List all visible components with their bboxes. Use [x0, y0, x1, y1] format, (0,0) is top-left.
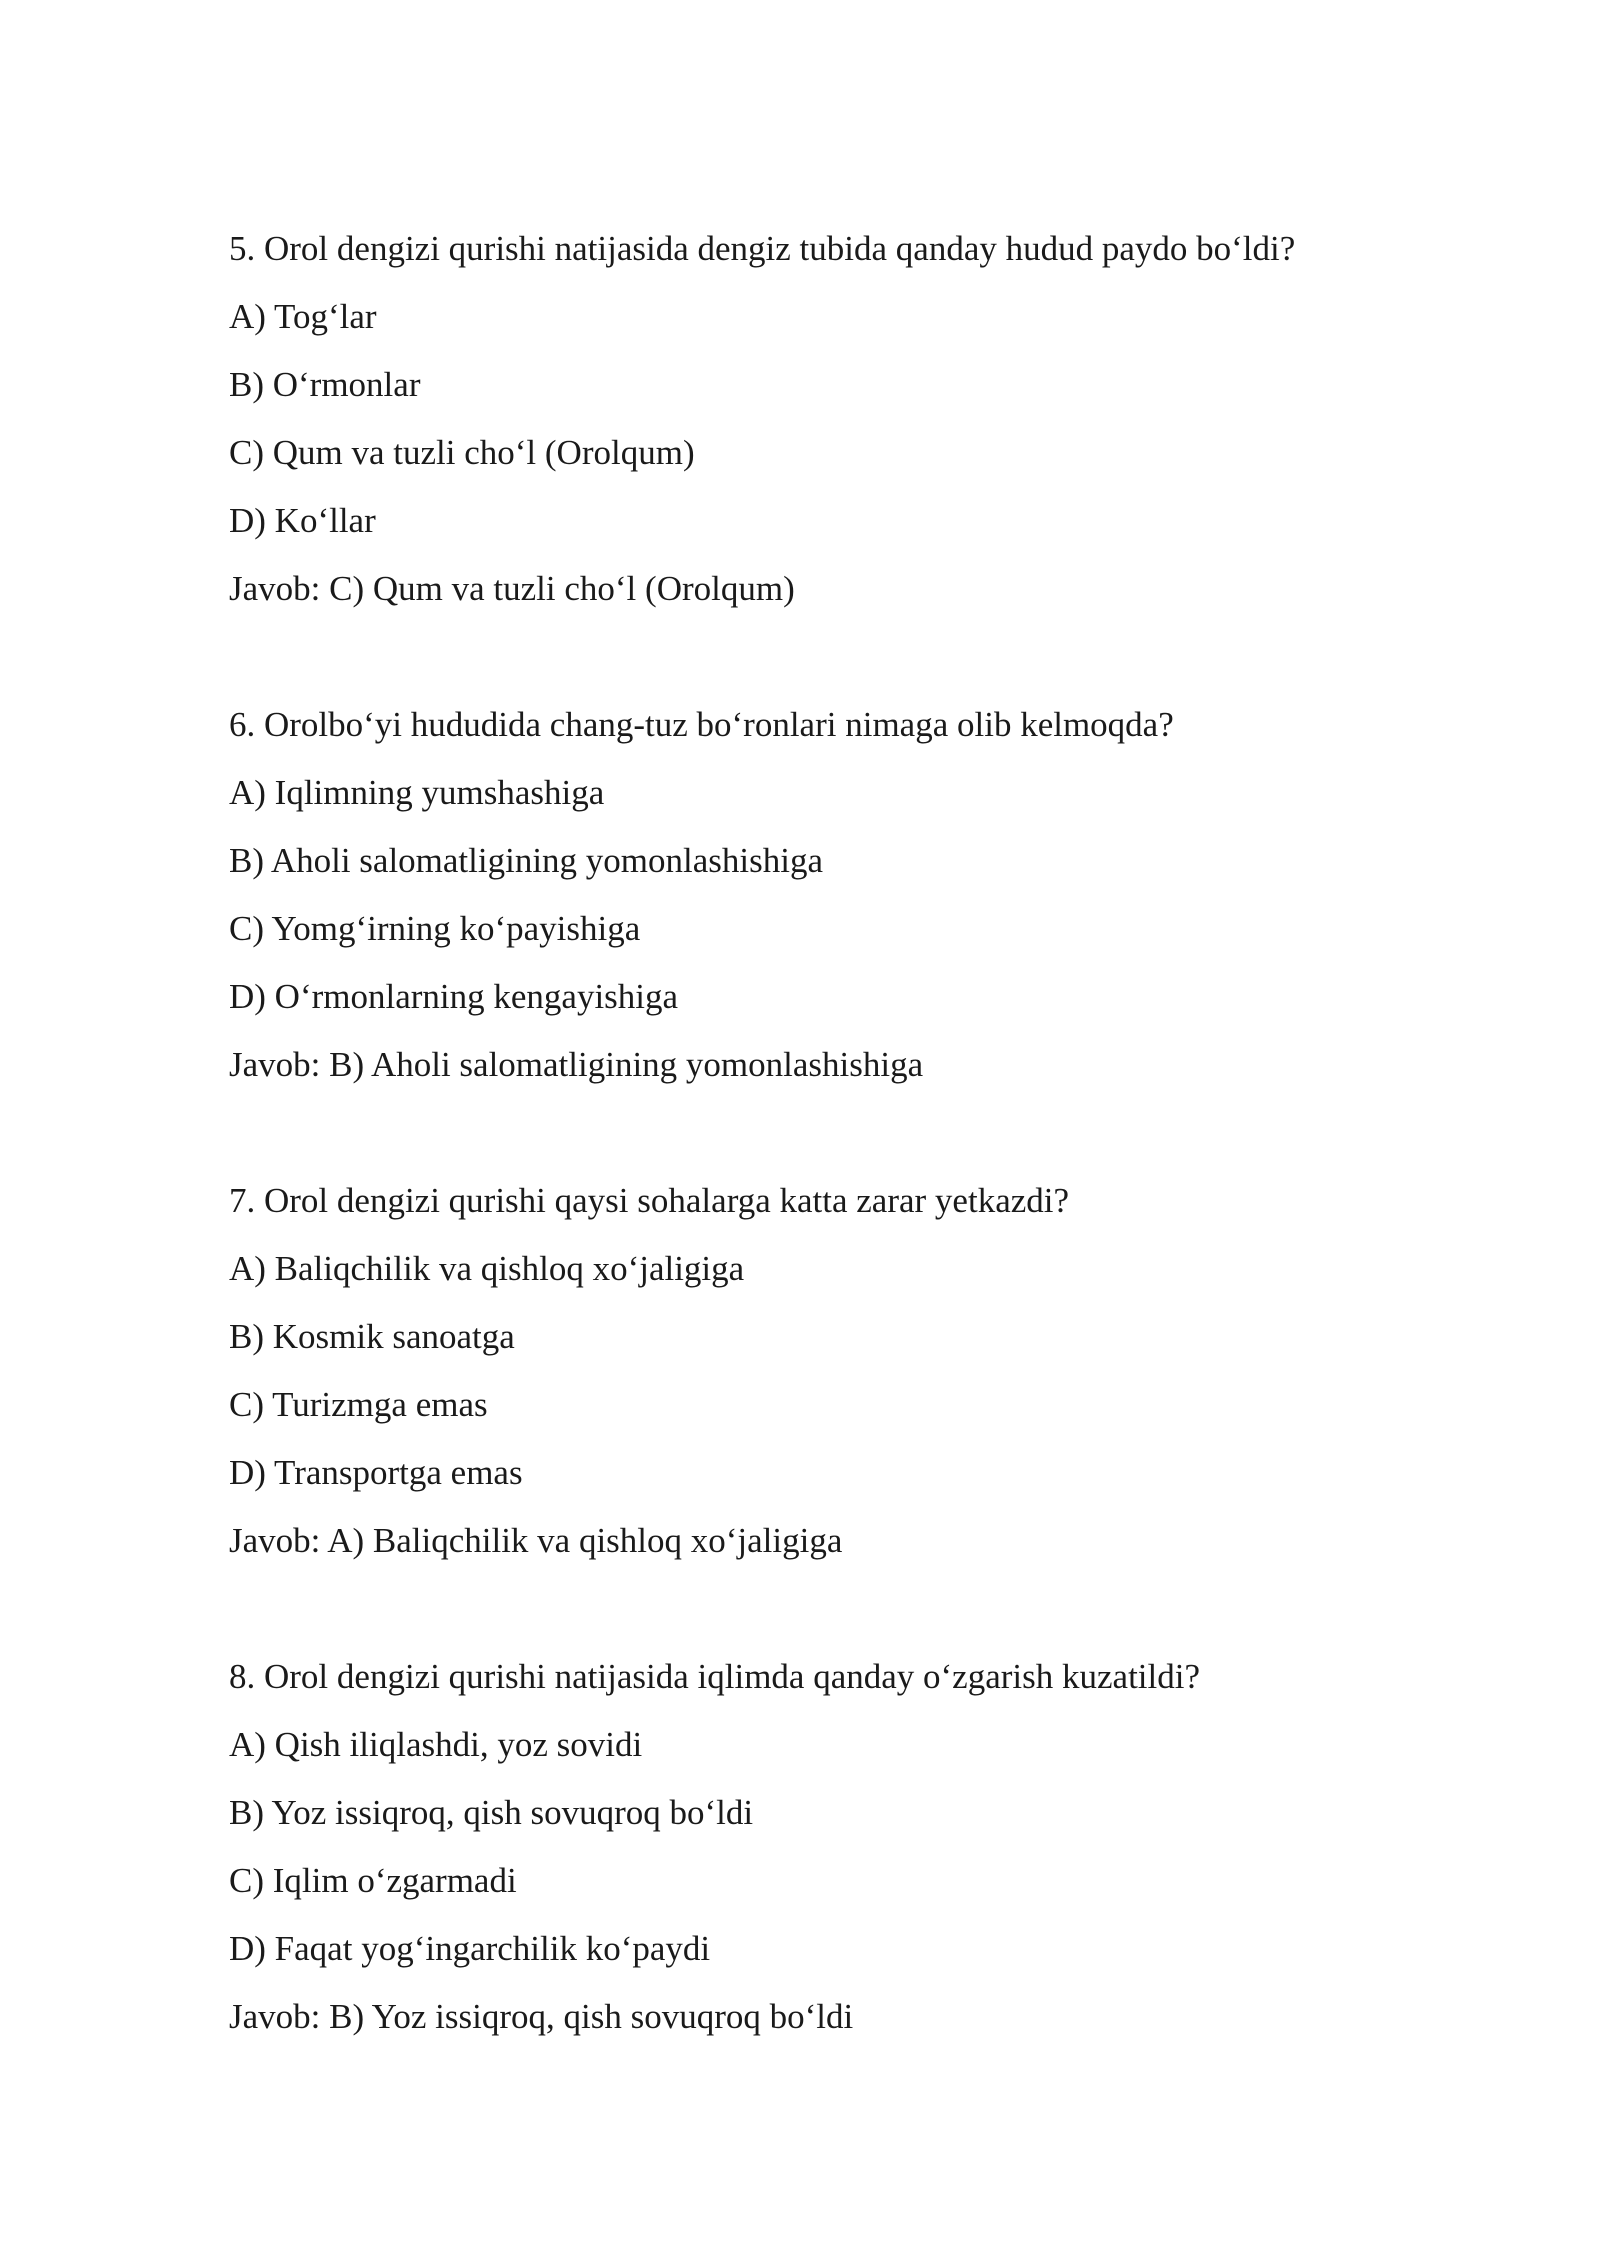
question-block-8 — [229, 1643, 1469, 2051]
question-block-7 — [229, 1167, 1469, 1575]
option-a: A) Tog‘lar — [229, 297, 377, 336]
option-b: B) Yoz issiqroq, qish sovuqroq bo‘ldi — [229, 1793, 754, 1832]
option-d: D) O‘rmonlarning kengayishiga — [229, 977, 679, 1016]
question-text: 8. Orol dengizi qurishi natijasida iqlimda qanday o‘zgarish kuzatildi? — [229, 1657, 1200, 1696]
answer-text: Javob: A) Baliqchilik va qishloq xo‘jaligiga — [229, 1521, 843, 1560]
option-b: B) Kosmik sanoatga — [229, 1317, 515, 1356]
option-d: D) Faqat yog‘ingarchilik ko‘paydi — [229, 1929, 711, 1968]
answer-text: Javob: B) Yoz issiqroq, qish sovuqroq bo‘ldi — [229, 1997, 854, 2036]
question-text: 6. Orolbo‘yi hududida chang-tuz bo‘ronlari nimaga olib kelmoqda? — [229, 705, 1174, 744]
option-b: B) Aholi salomatligining yomonlashishiga — [229, 841, 824, 880]
option-c: C) Iqlim o‘zgarmadi — [229, 1861, 517, 1900]
question-text: 5. Orol dengizi qurishi natijasida dengiz tubida qanday hudud paydo bo‘ldi? — [229, 229, 1296, 268]
option-a: A) Qish iliqlashdi, yoz sovidi — [229, 1725, 643, 1764]
answer-text: Javob: C) Qum va tuzli cho‘l (Orolqum) — [229, 569, 795, 608]
option-c: C) Yomg‘irning ko‘payishiga — [229, 909, 641, 948]
quiz-content — [229, 215, 1469, 2119]
option-b: B) O‘rmonlar — [229, 365, 421, 404]
option-c: C) Turizmga emas — [229, 1385, 488, 1424]
option-d: D) Ko‘llar — [229, 501, 376, 540]
question-text: 7. Orol dengizi qurishi qaysi sohalarga katta zarar yetkazdi? — [229, 1181, 1070, 1220]
answer-text: Javob: B) Aholi salomatligining yomonlashishiga — [229, 1045, 924, 1084]
question-block-5 — [229, 215, 1469, 623]
option-a: A) Baliqchilik va qishloq xo‘jaligiga — [229, 1249, 745, 1288]
option-d: D) Transportga emas — [229, 1453, 523, 1492]
option-c: C) Qum va tuzli cho‘l (Orolqum) — [229, 433, 695, 472]
option-a: A) Iqlimning yumshashiga — [229, 773, 605, 812]
question-block-6 — [229, 691, 1469, 1099]
